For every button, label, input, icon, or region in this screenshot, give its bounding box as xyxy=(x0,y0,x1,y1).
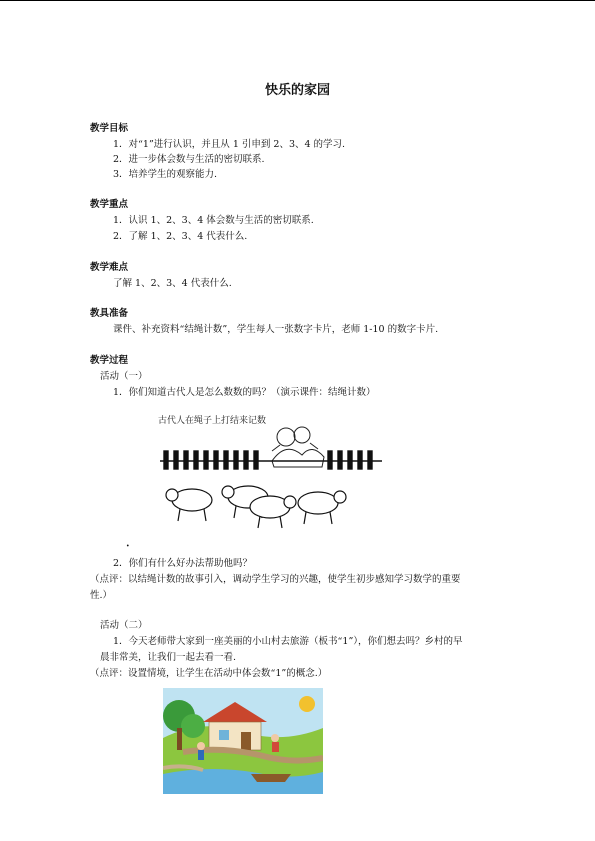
materials-text: 课件、补充资料“结绳计数”，学生每人一张数字卡片，老师 1-10 的数字卡片. xyxy=(113,324,439,335)
activity1-comment-line-1: （点评：以结绳计数的故事引入，调动学生学习的兴趣，使学生初步感知学习数学的重要 xyxy=(90,574,461,585)
activity2-comment: （点评：设置情境，让学生在活动中体会数“1”的概念.） xyxy=(90,668,328,679)
goal-item-2: 2．进一步体会数与生活的密切联系. xyxy=(113,154,265,165)
knot-counting-illustration xyxy=(150,405,388,533)
page-top-border xyxy=(0,0,595,1)
key-point-item-1: 1．认识 1、2、3、4 体会数与生活的密切联系. xyxy=(113,215,314,226)
activity2-label: 活动（二） xyxy=(100,620,148,631)
bullet-dot: • xyxy=(126,543,130,550)
key-points-heading: 教学重点 xyxy=(90,199,129,210)
activity1-comment-line-2: 性.） xyxy=(90,590,113,601)
activity2-question-line-2: 晨非常美，让我们一起去看一看. xyxy=(100,652,237,663)
key-point-item-2: 2．了解 1、2、3、4 代表什么. xyxy=(113,231,248,242)
process-heading: 教学过程 xyxy=(90,355,129,366)
activity1-label: 活动（一） xyxy=(100,371,148,382)
difficulties-text: 了解 1、2、3、4 代表什么. xyxy=(113,278,232,289)
goal-item-3: 3．培养学生的观察能力. xyxy=(113,169,218,180)
page-title: 快乐的家园 xyxy=(264,83,330,98)
village-scene-illustration xyxy=(163,688,323,794)
difficulties-heading: 教学难点 xyxy=(90,262,129,273)
goal-item-1: 1．对“1”进行认识，并且从 1 引申到 2、3、4 的学习. xyxy=(113,139,346,150)
activity2-question-line-1: 1．今天老师带大家到一座美丽的小山村去旅游（板书“1”），你们想去吗？乡村的早 xyxy=(113,636,463,647)
activity1-question-2: 2．你们有什么好办法帮助他吗？ xyxy=(113,558,253,569)
sun-icon xyxy=(299,696,315,712)
activity1-question-1: 1．你们知道古代人是怎么数数的吗？（演示课件：结绳计数） xyxy=(113,387,376,398)
goals-heading: 教学目标 xyxy=(90,123,129,134)
figure-caption: 古代人在绳子上打结来记数 xyxy=(158,416,267,426)
materials-heading: 教具准备 xyxy=(90,308,129,319)
boat-icon xyxy=(251,774,291,782)
